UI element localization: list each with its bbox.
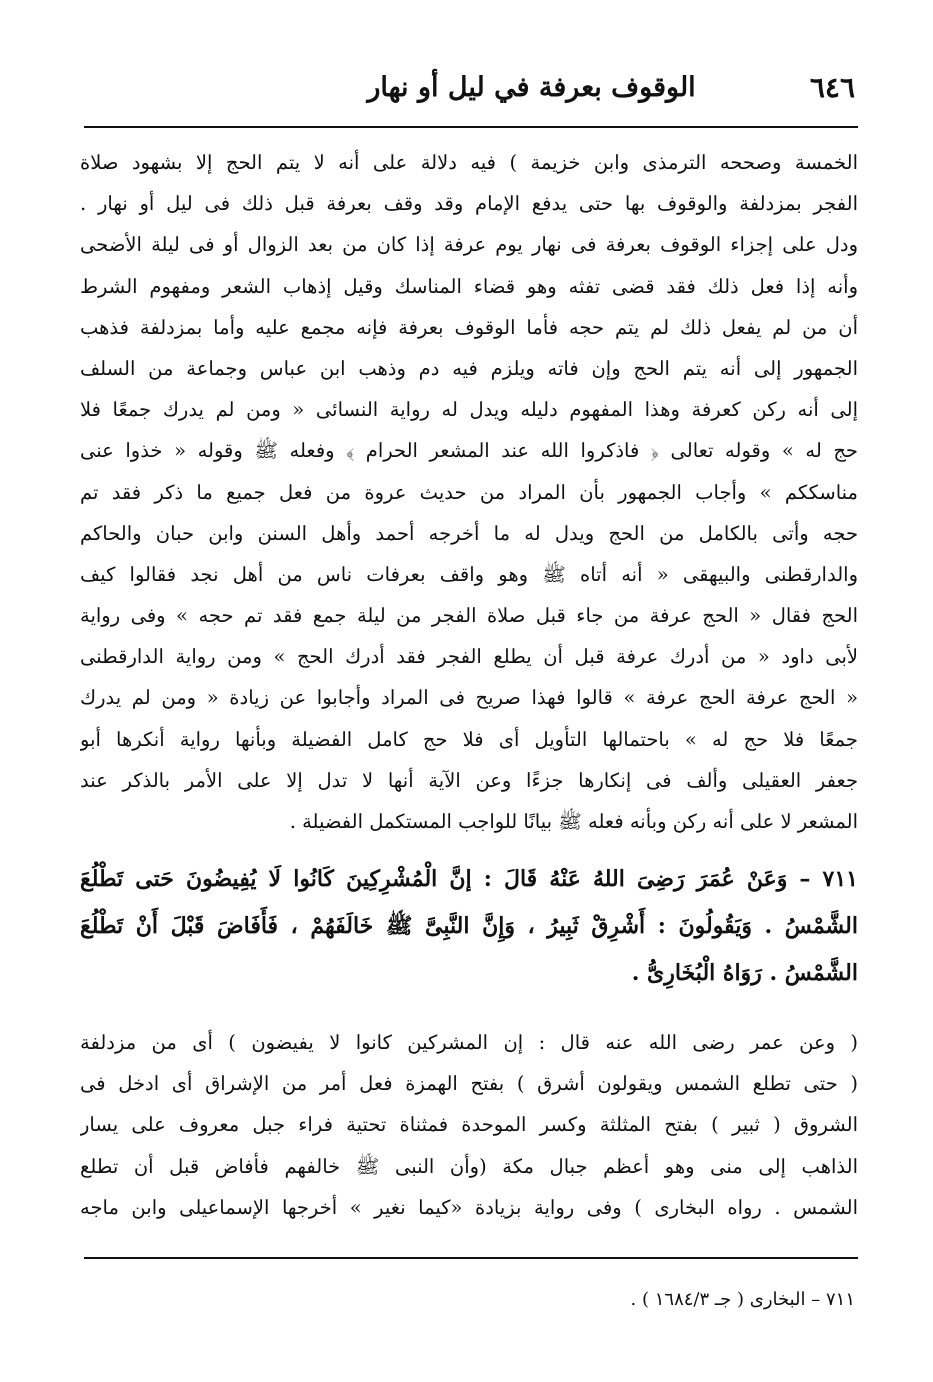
text-line: مناسككم » وأجاب الجمهور بأن المراد من حديث عروة من فعل جميع ما ذكر فقد تم: [80, 480, 858, 504]
header-rule: [84, 126, 858, 128]
page-header: [88, 66, 855, 116]
text-line: ( وعن عمر رضى الله عنه قال : إن المشركين كانوا لا يفيضون ) أى من مزدلفة: [80, 1031, 858, 1054]
text-line: الحج فقال « الحج عرفة من جاء قبل صلاة الفجر من ليلة جمع فقد تم حجه » وفى رواية: [80, 604, 858, 628]
text-line: حجه وأتى بالكامل من الحج ويدل له ما أخرجه أحمد وأهل السنن وابن حبان والحاكم: [80, 521, 858, 545]
hadith-line: الشَّمْسُ . رَوَاهُ الْبُخَارِىُّ .: [631, 960, 858, 986]
text-line: الجمهور إلى أنه يتم الحج وإن فاته ويلزم فيه دم وذهب ابن عباس وجماعة من السلف: [80, 356, 858, 380]
hadith-block: [80, 856, 858, 997]
page-number: ٦٤٦: [809, 71, 855, 104]
text-line: لأبى داود « من أدرك عرفة قبل أن يطلع الفجر فقد أدرك الحج » ومن رواية الدارقطنى: [80, 645, 858, 669]
commentary-block: [80, 142, 858, 842]
text-line: الشروق ( ثبير ) بفتح المثلثة وكسر الموحدة فمثناة تحتية فراء جبل معروف على يسار: [80, 1113, 858, 1137]
running-title: الوقوف بعرفة في ليل أو نهار: [367, 72, 696, 103]
text-line: والدارقطنى والبيهقى « أنه أتاه ﷺ وهو واقف بعرفات ناس من أهل نجد فقالوا كيف: [80, 562, 858, 586]
text-line: ودل على إجزاء الوقوف بعرفة فى نهار يوم عرفة إذا كان من بعد الزوال أو فى ليلة الأضحى: [80, 233, 858, 257]
text-line: ( حتى تطلع الشمس ويقولون أشرق ) بفتح الهمزة فعل أمر من الإشراق أى ادخل فى: [80, 1072, 858, 1096]
text-line: الخمسة وصححه الترمذى وابن خزيمة ) فيه دلالة على أنه لا يتم الحج إلا بشهود صلاة: [80, 151, 858, 174]
text-line: الذاهب إلى منى وهو أعظم جبال مكة (وأن النبى ﷺ خالفهم فأفاض قبل أن تطلع: [80, 1154, 858, 1178]
text-line: الشمس . رواه البخارى ) وفى رواية بزيادة «كيما نغير » أخرجها الإسماعيلى وابن ماجه: [80, 1195, 858, 1219]
text-line: إلى أنه ركن كعرفة وهذا المفهوم دليله ويدل له رواية النسائى « ومن لم يدرك جمعًا فلا: [80, 398, 858, 422]
text-line: أن من لم يفعل ذلك لم يتم حجه فأما الوقوف بعرفة فإنه مجمع عليه وأما بمزدلفة فذهب: [80, 315, 858, 339]
hadith-line: ٧١١ – وَعَنْ عُمَرَ رَضِىَ اللهُ عَنْهُ قَالَ : إنَّ الْمُشْرِكِينَ كَانُوا لَا يُفِيضُونَ حَتى تَطْلُعَ: [80, 866, 858, 892]
text-line: « الحج عرفة الحج عرفة » قالوا فهذا صريح فى المراد وأجابوا عن زيادة « ومن لم يدرك: [80, 686, 858, 710]
text-line: الفجر بمزدلفة والوقوف بها حتى يدفع الإمام وقد وقف بعرفة قبل ذلك فى ليل أو نهار .: [80, 192, 858, 216]
text-line: حج له » وقوله تعالى ﴿ فاذكروا الله عند المشعر الحرام ﴾ وفعله ﷺ وقوله « خذوا عنى: [80, 439, 858, 463]
text-line: المشعر لا على أنه ركن وبأنه فعله ﷺ بيانًا للواجب المستكمل الفضيلة .: [289, 810, 858, 833]
footnote: ٧١١ – البخارى ( جـ ١٦٨٤/٣ ) .: [630, 1289, 855, 1310]
footnote-rule: [84, 1257, 858, 1259]
hadith-commentary-block: [80, 1022, 858, 1228]
hadith-line: الشَّمْسُ . وَيَقُولُونَ : أَشْرِقْ ثَبِيرُ ، وَإِنَّ النَّبِىَّ ﷺ خَالَفَهُمْ ، فَأَفَاضَ قَبْلَ أَنْ تَطْلُعَ: [80, 913, 858, 939]
text-line: وأنه إذا فعل ذلك فقد قضى تفثه وهو قضاء المناسك وقيل إذهاب الشعر ومفهوم الشرط: [80, 274, 858, 298]
text-line: جمعًا فلا حج له » باحتمالها التأويل أى فلا حج كامل الفضيلة وبأنها رواية أنكرها أبو: [80, 727, 858, 751]
text-line: جعفر العقيلى وألف فى إنكارها جزءًا وعن الآية أنها لا تدل إلا على الأمر بالذكر عند: [80, 768, 858, 792]
